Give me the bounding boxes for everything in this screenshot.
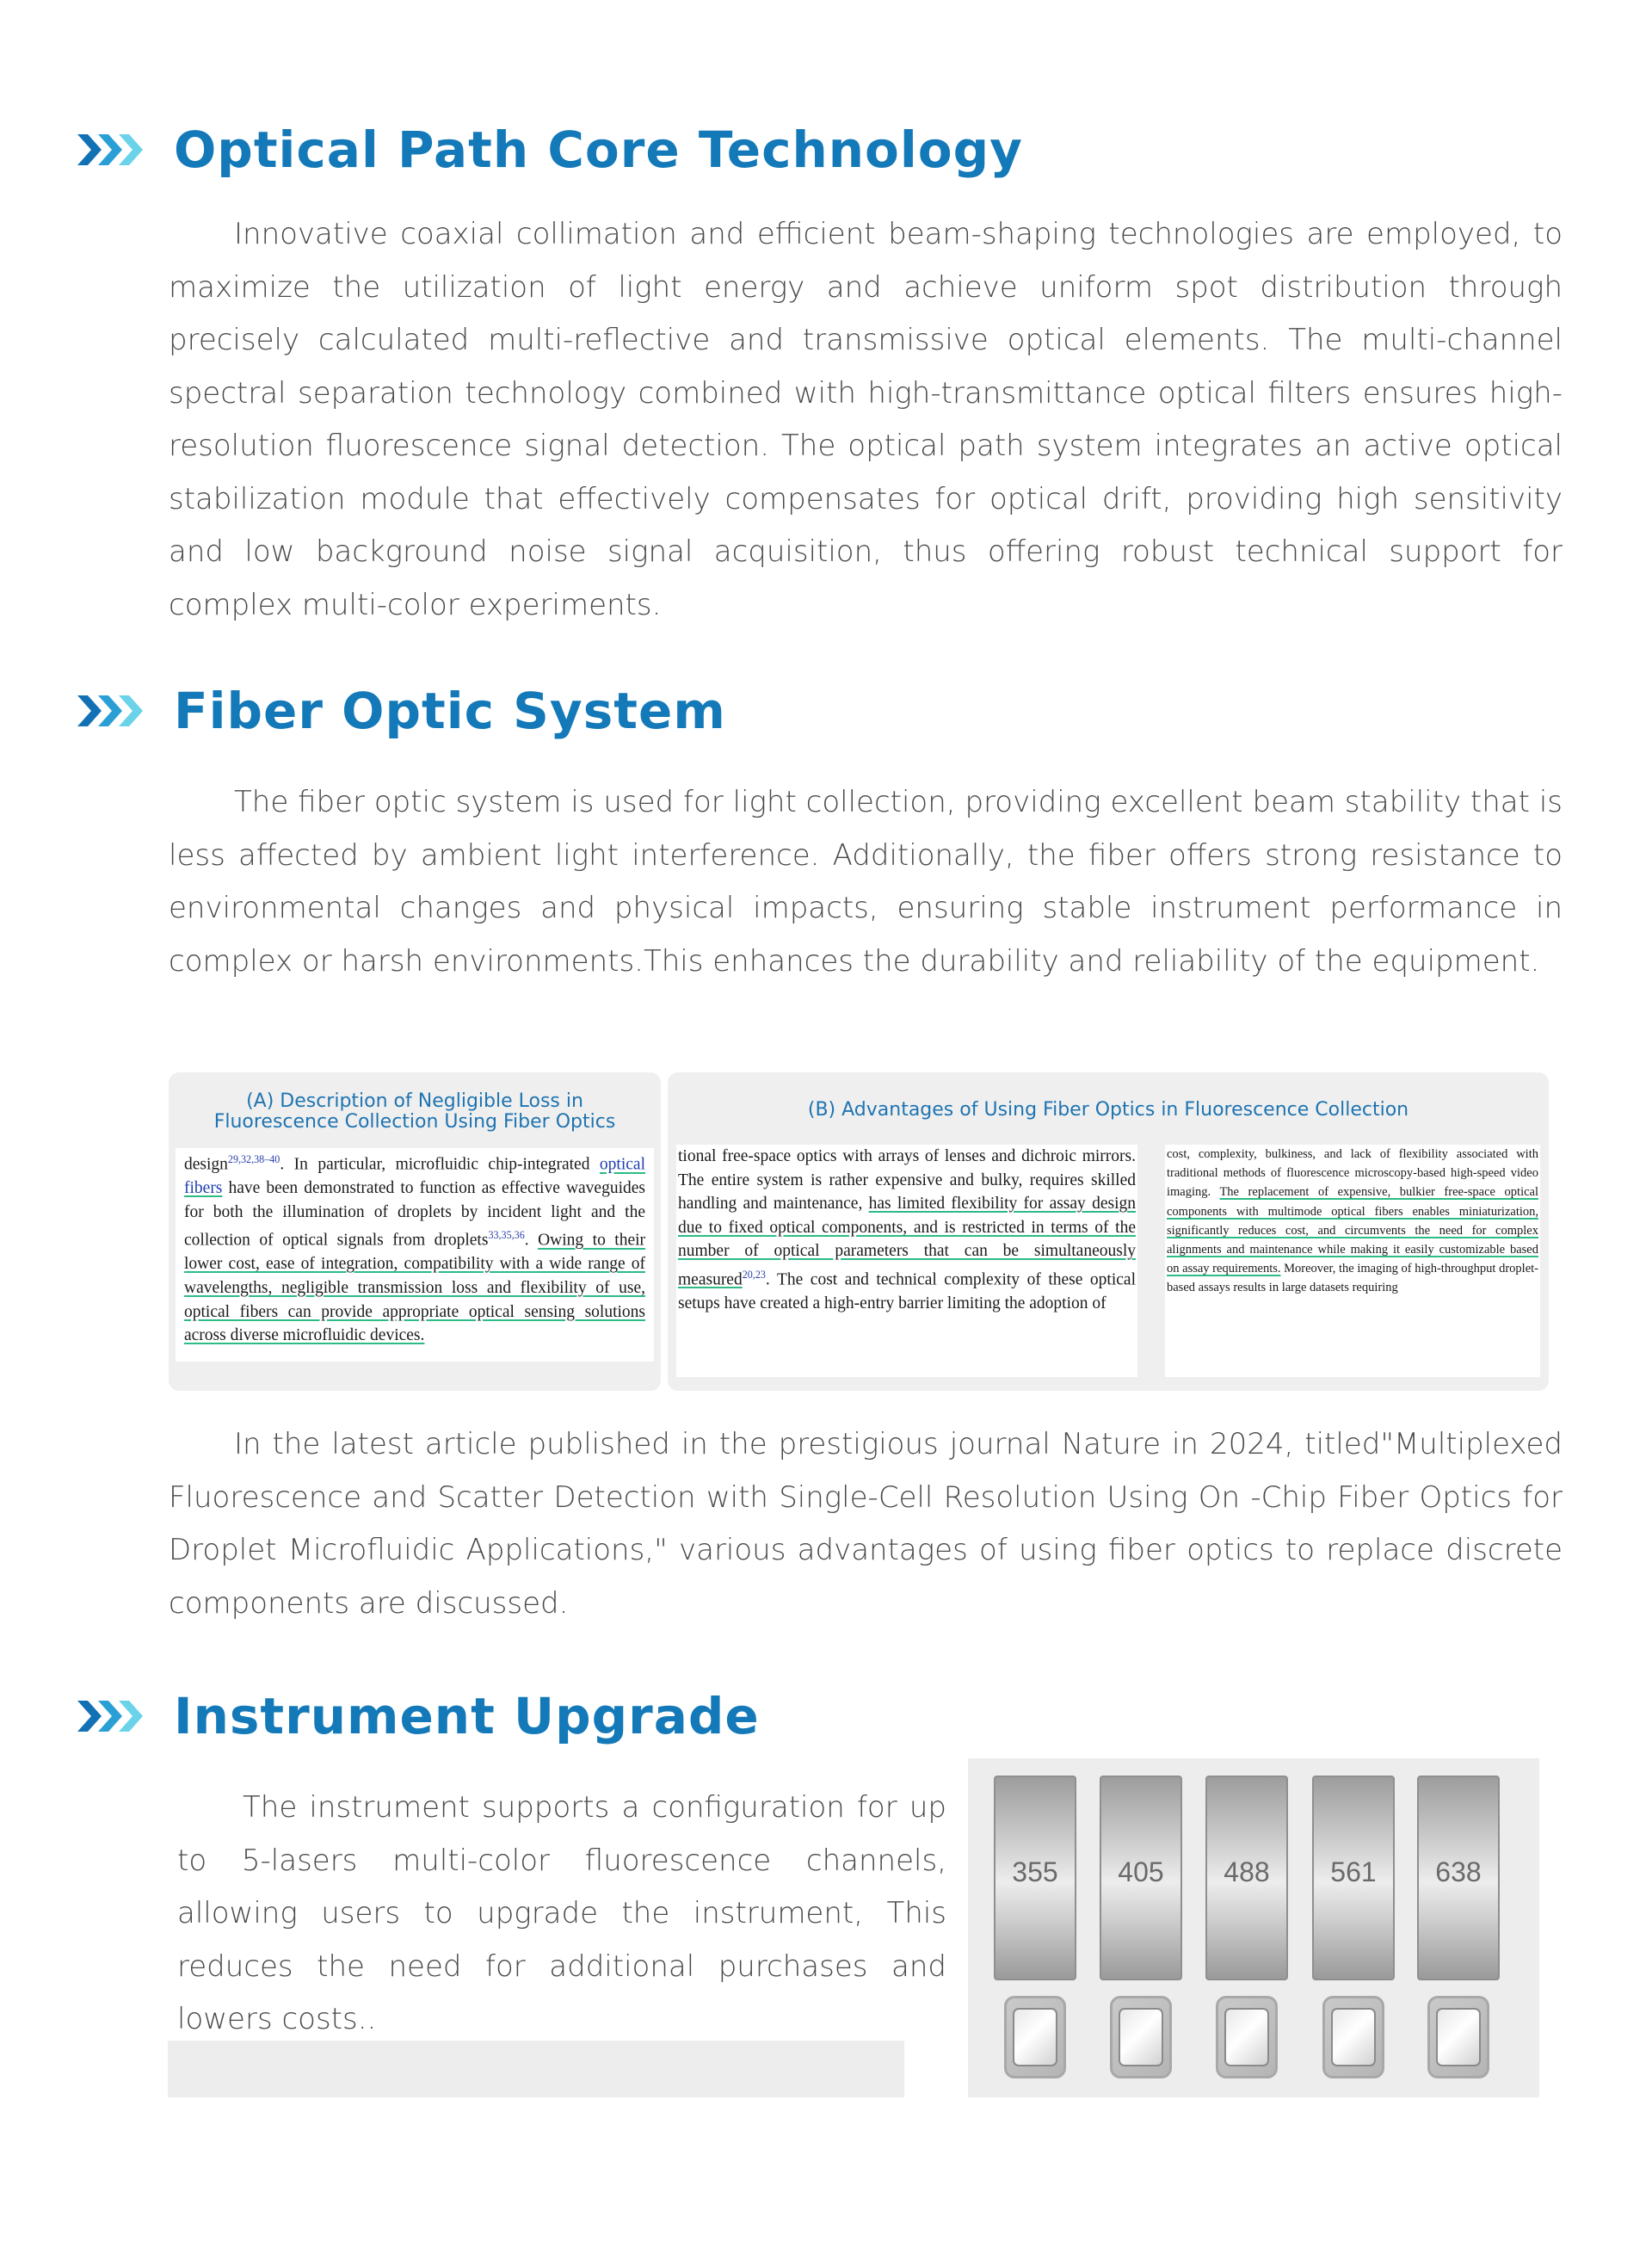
- figure-caption-a: (A) Description of Negligible Loss in Fluorescence Collection Using Fiber Optics: [213, 1090, 616, 1133]
- figure-panel-a: [169, 1072, 661, 1391]
- laser-module: [1100, 1776, 1182, 1980]
- laser-wavelength: 561: [1330, 1856, 1377, 1887]
- fiber-port-icon: [1110, 1996, 1172, 2078]
- paper-excerpt-c: cost, complexity, bulkiness, and lack of flexibility associated with traditional methods of fluorescence microscopy-based high-speed video imaging. The replacement of expensive, bulkier free-space optical components with multimode optical fibers enables miniaturization, significantly reduces cost, and circumvents the need for complex alignments and maintenance while making it easily customizable based on assay requirements. Moreover, the imaging of high-throughput droplet-based assays results in large datasets requiring: [1165, 1145, 1540, 1377]
- laser-module-panel: [968, 1758, 1539, 2097]
- section-title-upgrade: Instrument Upgrade: [174, 1687, 760, 1745]
- triple-chevron-icon: [76, 1697, 146, 1735]
- upgrade-body-text: The instrument supports a configuration for up to 5-lasers multi-color fluorescence channels, allowing users to upgrade the instrument, This reduces the need for additional purchases and lowers costs..: [177, 1790, 946, 2036]
- paper-excerpt-b: tional free-space optics with arrays of lenses and dichroic mirrors. The entire system is rather expensive and bulky, requires skilled handling and maintenance, has limited flexibility for assay design due to fixed optical components, and is restricted in terms of the number of optical parameters that can be simultaneously measured$^{20,23}$. The cost and technical complexity of these optical setups have created a high-entry barrier limiting the adoption of: [676, 1145, 1137, 1377]
- fiber-port-icon: [1216, 1996, 1278, 2078]
- laser-wavelength: 488: [1224, 1856, 1270, 1887]
- fiber-body-text: The fiber optic system is used for light collection, providing excellent beam stability that is less affected by ambient light interference. Additionally, the fiber offers strong resistance to environmental changes and physical impacts, ensuring stable instrument performance in complex or harsh environments.This enhances the durability and reliability of the equipment.: [169, 785, 1563, 979]
- optical-body-text: Innovative coaxial collimation and efficient beam-shaping technologies are employed, to maximize the utilization of light energy and achieve uniform spot distribution through precisely calculated multi-reflective and transmissive optical elements. The multi-channel spectral separation technology combined with high-transmittance optical filters ensures high-resolution fluorescence signal detection. The optical path system integrates an active optical stabilization module that effectively compensates for optical drift, providing high sensitivity and low background noise signal acquisition, thus offering robust technical support for complex multi-color experiments.: [169, 217, 1563, 622]
- section-title-optical: Optical Path Core Technology: [174, 120, 1023, 179]
- figure-caption-b: (B) Advantages of Using Fiber Optics in Fluorescence Collection: [807, 1099, 1409, 1121]
- laser-wavelength: 638: [1435, 1856, 1482, 1887]
- laser-module: [1312, 1776, 1395, 1980]
- section-header-upgrade: [76, 1687, 760, 1745]
- fiber-port-icon: [1004, 1996, 1066, 2078]
- laser-module: [994, 1776, 1076, 1980]
- fiber-port-icon: [1427, 1996, 1489, 2078]
- paper-excerpt-a: design$^{29,32,38-40}$. In particular, microfluidic chip-integrated optical fibers have been demonstrated to function as effective waveguides for both the illumination of droplets by incident light and the collection of optical signals from droplets$^{33,35,36}$. Owing to their lower cost, ease of integration, compatibility with a wide range of wavelengths, negligible transmission loss and flexibility of use, optical fibers can provide appropriate optical sensing solutions across diverse microfluidic devices.: [176, 1148, 654, 1362]
- text-backdrop-bar: [168, 2041, 904, 2097]
- laser-module: [1205, 1776, 1288, 1980]
- section-header-fiber: [76, 682, 726, 740]
- figure-panel-b: [668, 1072, 1549, 1391]
- laser-wavelength: 355: [1012, 1856, 1058, 1887]
- nature-article-text: In the latest article published in the prestigious journal Nature in 2024, titled"Multiplexed Fluorescence and Scatter Detection with Single-Cell Resolution Using On -Chip Fiber Optics for Droplet Microfluidic Applications," various advantages of using fiber optics to replace discrete components are discussed.: [169, 1427, 1563, 1621]
- triple-chevron-icon: [76, 131, 146, 169]
- laser-module: [1417, 1776, 1500, 1980]
- laser-wavelength: 405: [1118, 1856, 1164, 1887]
- section-title-fiber: Fiber Optic System: [174, 682, 726, 740]
- triple-chevron-icon: [76, 692, 146, 730]
- section-header-optical: [76, 120, 1023, 179]
- fiber-port-icon: [1322, 1996, 1384, 2078]
